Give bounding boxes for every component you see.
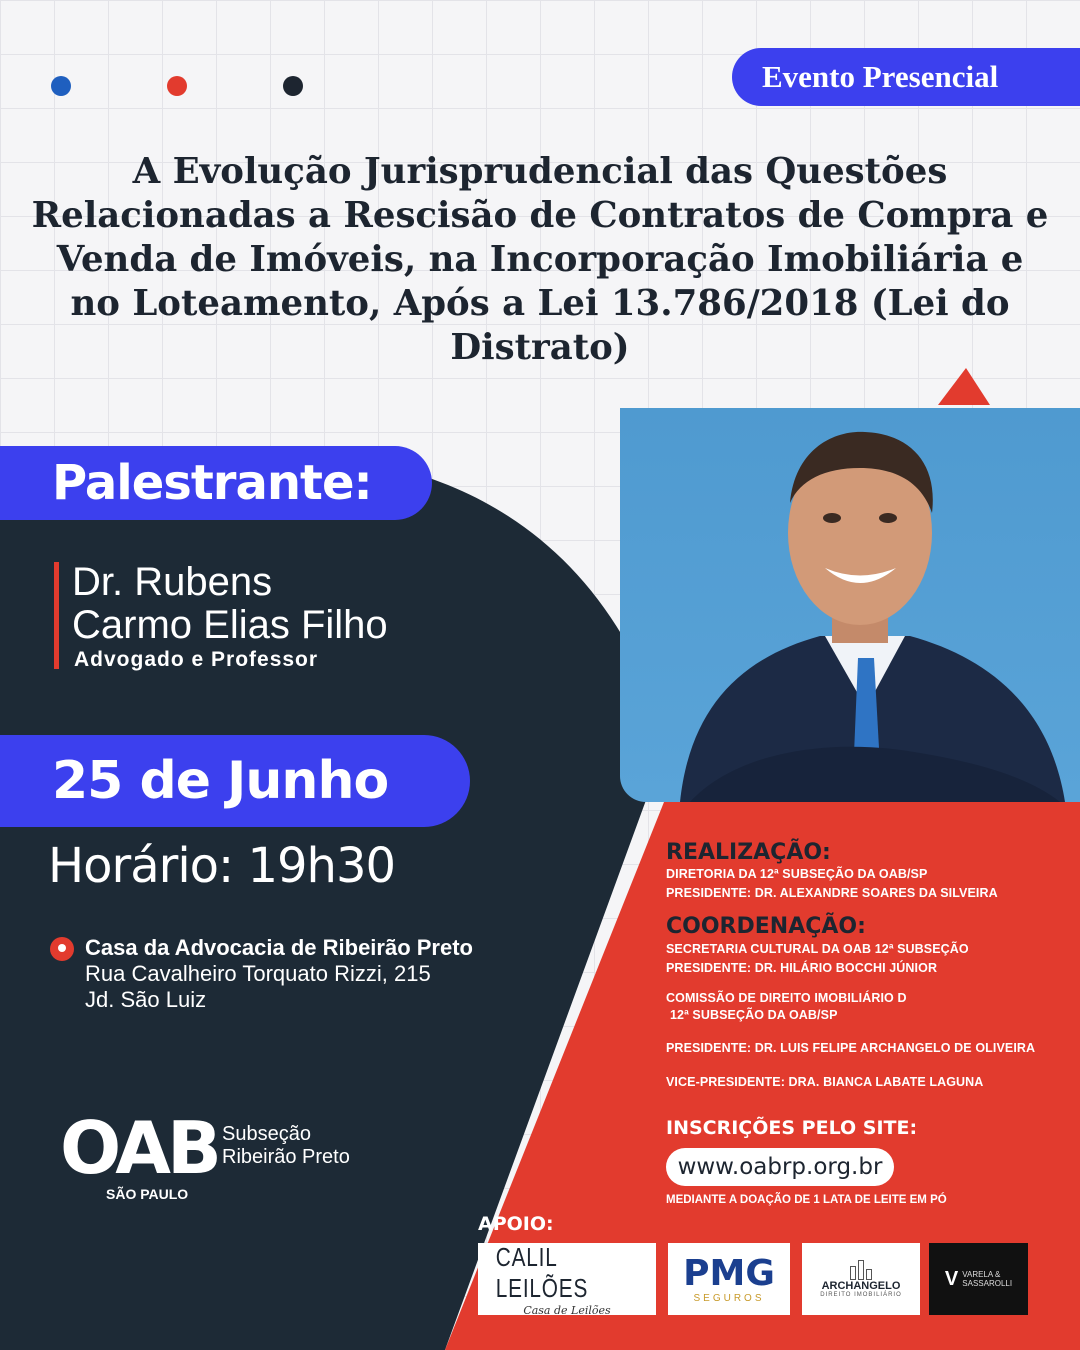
oab-logo bbox=[60, 1106, 218, 1202]
venue-name: Casa da Advocacia de Ribeirão Preto bbox=[85, 935, 473, 960]
sponsor-varela-sassarolli[interactable] bbox=[929, 1243, 1028, 1315]
speaker-heading: Palestrante: bbox=[0, 446, 432, 520]
realizacao-line2: PRESIDENTE: DR. ALEXANDRE SOARES DA SILVEIRA bbox=[666, 886, 998, 900]
coordenacao-line6: VICE-PRESIDENTE: DRA. BIANCA LABATE LAGUNA bbox=[666, 1075, 984, 1089]
blue-dot bbox=[51, 76, 71, 96]
varela-line1: VARELA & bbox=[962, 1270, 1001, 1279]
sponsor-archangelo[interactable] bbox=[802, 1243, 920, 1315]
coordenacao-heading: COORDENAÇÃO: bbox=[666, 914, 866, 939]
event-type-badge: Evento Presencial bbox=[732, 48, 1080, 106]
name-accent-bar bbox=[54, 562, 59, 669]
registration-site-link[interactable]: www.oabrp.org.br bbox=[666, 1148, 894, 1186]
sponsor-pmg-seguros[interactable] bbox=[668, 1243, 790, 1315]
varela-logo-text bbox=[962, 1270, 1012, 1288]
oab-city-label: Ribeirão Preto bbox=[222, 1146, 350, 1168]
venue-district: Jd. São Luiz bbox=[85, 987, 207, 1012]
registration-heading: INSCRIÇÕES PELO SITE: bbox=[666, 1117, 918, 1139]
calil-logo-subtitle: Casa de Leilões bbox=[523, 1303, 611, 1317]
pmg-logo-text: PMG bbox=[683, 1252, 775, 1294]
archangelo-logo-subtitle: DIREITO IMOBILIÁRIO bbox=[820, 1292, 902, 1298]
coordenacao-line1: SECRETARIA CULTURAL DA OAB 12ª SUBSEÇÃO bbox=[666, 942, 969, 956]
pmg-logo-subtitle: SEGUROS bbox=[693, 1292, 765, 1304]
varela-line2: SASSAROLLI bbox=[962, 1279, 1013, 1288]
speaker-name-line1: Dr. Rubens bbox=[72, 560, 273, 604]
event-date: 25 de Junho bbox=[0, 735, 470, 827]
venue-street: Rua Cavalheiro Torquato Rizzi, 215 bbox=[85, 961, 431, 986]
speaker-role: Advogado e Professor bbox=[74, 648, 319, 671]
speaker-photo bbox=[620, 408, 1080, 802]
realizacao-heading: REALIZAÇÃO: bbox=[666, 840, 831, 865]
coordenacao-line5: PRESIDENTE: DR. LUIS FELIPE ARCHANGELO DE OLIVEIRA bbox=[666, 1041, 1036, 1055]
red-triangle bbox=[938, 368, 990, 405]
vs-monogram-icon: V bbox=[944, 1267, 959, 1290]
building-icon bbox=[850, 1260, 872, 1280]
oab-logo-state: SÃO PAULO bbox=[106, 1186, 189, 1202]
coordenacao-line2: PRESIDENTE: DR. HILÁRIO BOCCHI JÚNIOR bbox=[666, 961, 938, 975]
registration-note: MEDIANTE A DOAÇÃO DE 1 LATA DE LEITE EM PÓ bbox=[666, 1194, 947, 1206]
calil-logo-text: CALIL LEILÕES bbox=[495, 1241, 589, 1303]
coordenacao-line4: 12ª SUBSEÇÃO DA OAB/SP bbox=[670, 1008, 838, 1022]
location-pin-icon bbox=[50, 937, 74, 961]
event-title: A Evolução Jurisprudencial das Questões Relacionadas a Rescisão de Contratos de Compra e Venda de Imóveis, na Incorporação Imobiliária e no Loteamento, Após a Lei 13.786/2018 (Lei do Distrato) bbox=[31, 151, 1049, 368]
sponsors-heading: APOIO: bbox=[478, 1213, 554, 1235]
coordenacao-line3: COMISSÃO DE DIREITO IMOBILIÁRIO D bbox=[666, 991, 907, 1005]
sponsor-calil-leiloes[interactable] bbox=[478, 1243, 656, 1315]
speaker-name-line2: Carmo Elias Filho bbox=[72, 603, 388, 647]
oab-subsecao-label: Subseção bbox=[222, 1123, 311, 1145]
dark-dot bbox=[283, 76, 303, 96]
realizacao-line1: DIRETORIA DA 12ª SUBSEÇÃO DA OAB/SP bbox=[666, 867, 928, 881]
oab-logo-mark: OAB bbox=[60, 1106, 218, 1190]
red-dot bbox=[167, 76, 187, 96]
archangelo-logo-text: ARCHANGELO bbox=[821, 1280, 901, 1292]
event-time: Horário: 19h30 bbox=[48, 838, 396, 894]
